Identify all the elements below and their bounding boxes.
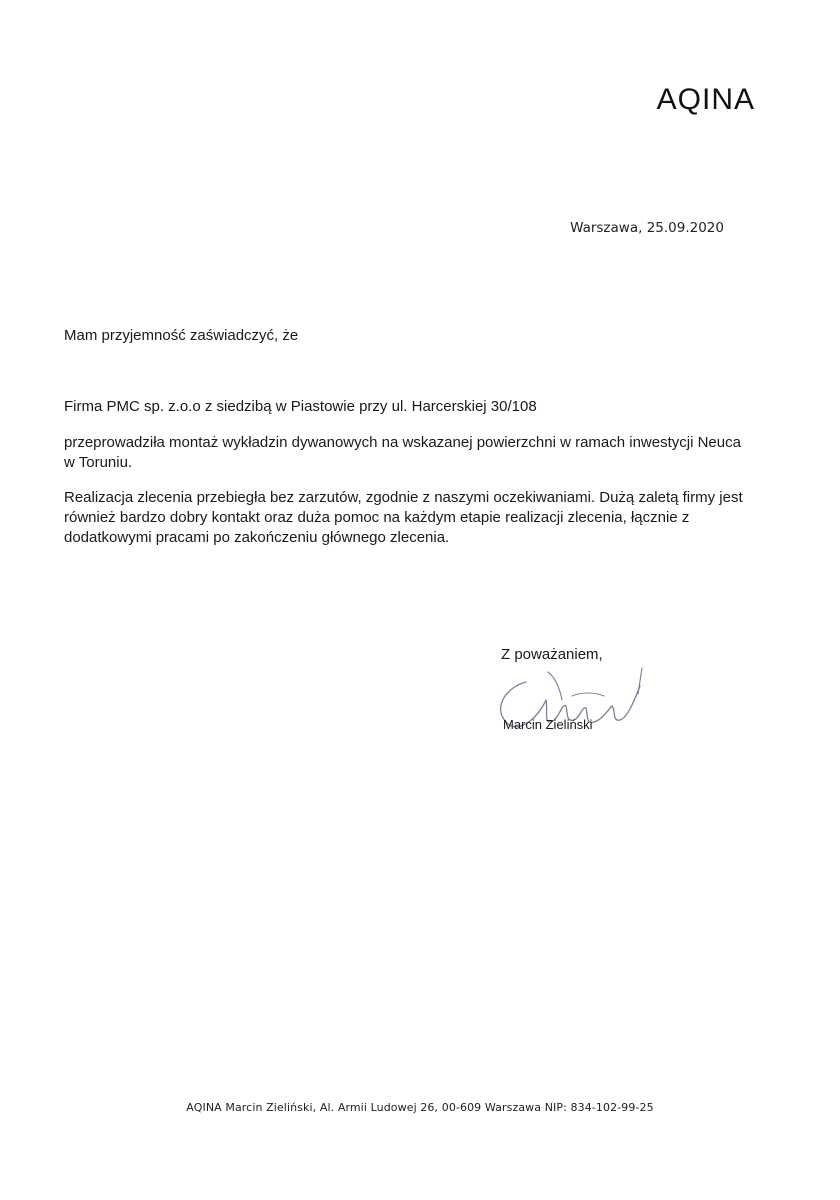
- footer-address: AQINA Marcin Zieliński, Al. Armii Ludowej 26, 00-609 Warszawa NIP: 834-102-99-25: [186, 1101, 654, 1114]
- company-logo: AQINA: [656, 83, 755, 116]
- realization-paragraph: Realizacja zlecenia przebiegła bez zarzutów, zgodnie z naszymi oczekiwaniami. Dużą zaletą firmy jest również bardzo dobry kontakt oraz duża pomoc na każdym etapie realizacji zlecenia, łącznie z dodatkowymi pracami po zakończeniu głównego zlecenia.: [64, 489, 743, 546]
- firm-paragraph: Firma PMC sp. z.o.o z siedzibą w Piastowie przy ul. Harcerskiej 30/108: [64, 398, 537, 415]
- date-line: Warszawa, 25.09.2020: [570, 220, 724, 236]
- description-paragraph: przeprowadziła montaż wykładzin dywanowych na wskazanej powierzchni w ramach inwestycji Neuca w Toruniu.: [64, 434, 741, 471]
- intro-paragraph: Mam przyjemność zaświadczyć, że: [64, 327, 299, 344]
- closing-line: Z poważaniem,: [501, 646, 603, 663]
- signer-name: Marcin Zieliński: [503, 717, 593, 732]
